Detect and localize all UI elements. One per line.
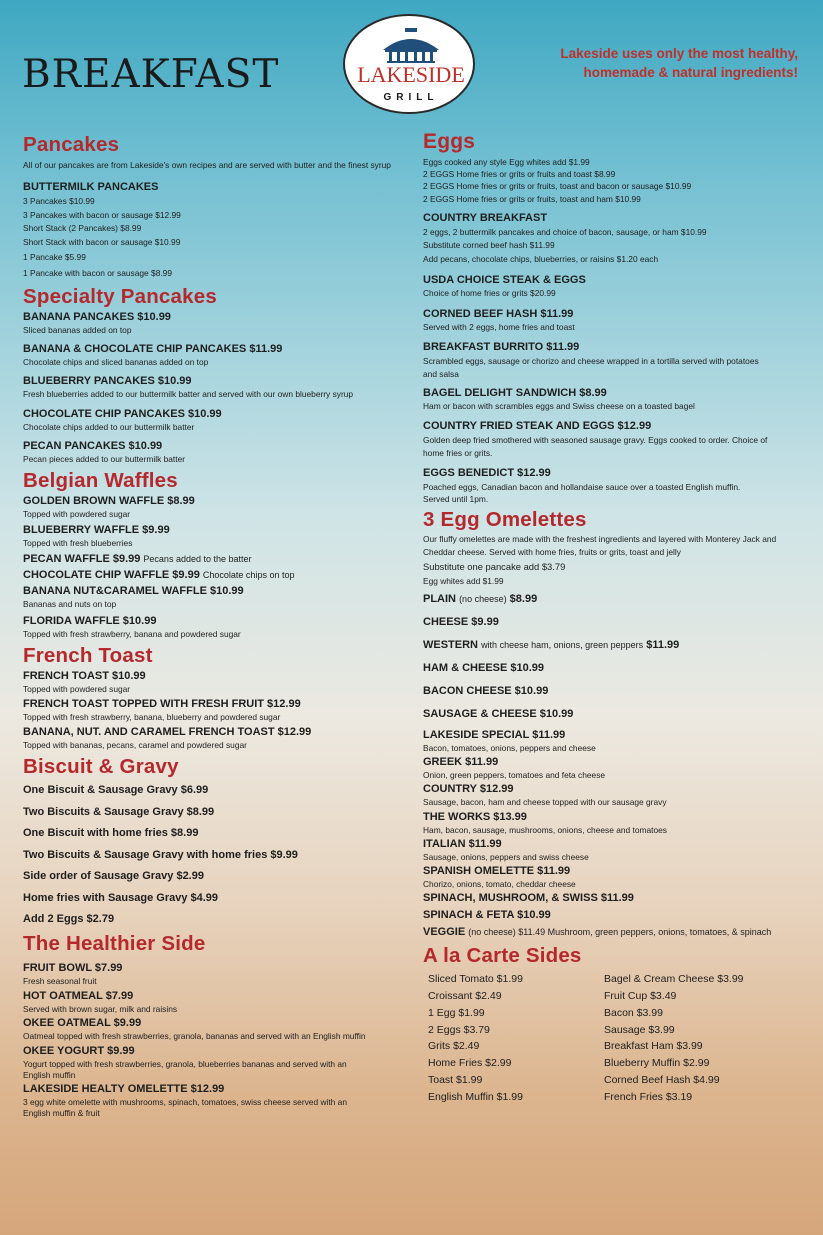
item-description: 2 EGGS Home fries or grits or fruits, toast and ham $10.99 [423,193,641,204]
menu-item [423,864,813,890]
item-description: Golden deep fried smothered with seasoned sausage gravy. Eggs cooked to order. Choice of [423,434,768,445]
menu-item [23,1082,403,1119]
menu-item [23,439,403,465]
section-description: Our fluffy omelettes are made with the freshest ingredients and layered with Monterey Jack and [423,533,777,544]
item-line: 1 Pancake with bacon or sausage $8.99 [23,268,172,278]
menu-item [23,374,403,400]
side-item: Bacon $3.99 [604,1006,663,1019]
item-description: Served with 2 eggs, home fries and toast [423,321,575,332]
item-name: Add 2 Eggs $2.79 [23,913,115,926]
section-title: 3 Egg Omelettes [423,507,587,531]
menu-item [23,961,403,987]
item-description: Chocolate chips added to our buttermilk batter [23,421,195,432]
item-description: Sausage, onions, peppers and swiss cheese [423,851,589,862]
item-name: GOLDEN BROWN WAFFLE $8.99 [23,495,195,508]
item-name: FRENCH TOAST $10.99 [23,669,146,682]
item-name: VEGGIE (no cheese) $11.49 Mushroom, green peppers, onions, tomatoes, & spinach [423,926,772,939]
item-name: BACON CHEESE $10.99 [423,684,549,697]
menu-item [23,1044,403,1081]
section-eggs [423,128,813,506]
menu-item [23,342,403,368]
section-title: A la Carte Sides [423,944,582,968]
item-description: English muffin [23,1069,76,1080]
side-item: French Fries $3.19 [604,1090,693,1103]
side-item: Fruit Cup $3.49 [604,989,677,1002]
side-item: 1 Egg $1.99 [428,1006,485,1019]
item-name: ITALIAN $11.99 [423,837,502,850]
item-description: Bacon, tomatoes, onions, peppers and cheese [423,742,596,753]
section-description: Cheddar cheese. Served with home fries, fruits or grits, toast and jelly [423,546,681,557]
section-title: Pancakes [23,133,120,156]
section-title: Specialty Pancakes [23,285,217,308]
sides-list [423,971,813,1105]
section-a-la-carte-sides [423,943,813,1105]
lakeside-grill-logo [343,14,475,114]
side-item: Toast $1.99 [428,1073,483,1086]
item-description: Sliced bananas added on top [23,325,132,335]
item-name: SPINACH & FETA $10.99 [423,909,551,922]
section-belgian-waffles [23,468,403,640]
menu-item [23,407,403,433]
side-item: Bagel & Cream Cheese $3.99 [604,973,744,986]
item-name: COUNTRY BREAKFAST [423,211,548,224]
item-description: 2 EGGS Home fries or grits or fruits, toast and bacon or sausage $10.99 [423,181,692,192]
section-pancakes [23,132,403,281]
item-name: FRENCH TOAST TOPPED WITH FRESH FRUIT $12.99 [23,698,301,711]
item-description: Add pecans, chocolate chips, blueberries, or raisins $1.20 each [423,253,659,264]
item-name: FLORIDA WAFFLE $10.99 [23,614,157,627]
item-description: Poached eggs, Canadian bacon and hollandaise sauce over a toasted English muffin. [423,481,741,492]
item-name: BANANA NUT&CARAMEL WAFFLE $10.99 [23,585,244,598]
item-name: EGGS BENEDICT $12.99 [423,466,551,479]
sides-column-left [423,971,599,1105]
item-name: OKEE OATMEAL $9.99 [23,1017,142,1030]
item-name: Home fries with Sausage Gravy $4.99 [23,891,219,904]
right-column [423,128,813,1106]
menu-item [23,523,403,549]
item-description: Topped with powdered sugar [23,509,131,520]
item-name: HOT OATMEAL $7.99 [23,990,134,1003]
item-description: 2 EGGS Home fries or grits or fruits and toast $8.99 [423,169,616,180]
section-title: The Healthier Side [23,931,206,955]
menu-item [423,307,813,333]
section-omelettes [423,507,813,941]
menu-item [423,211,813,267]
menu-item [23,180,403,281]
item-name: SPINACH, MUSHROOM, & SWISS $11.99 [423,892,634,905]
menu-item [423,340,813,382]
section-title: Biscuit & Gravy [23,755,179,779]
item-description: Yogurt topped with fresh strawberries, granola, blueberries bananas and served with an [23,1058,347,1069]
item-name: HAM & CHEESE $10.99 [423,661,545,674]
menu-item [23,310,403,336]
menu-item [23,697,403,723]
section-biscuit-gravy [23,754,403,931]
item-description: home fries or grits. [423,448,493,459]
menu-item [23,584,403,610]
side-item: Home Fries $2.99 [428,1057,512,1070]
menu-item [423,782,813,808]
menu-item [423,755,813,781]
item-name: CHEESE $9.99 [423,615,499,628]
side-item: Sliced Tomato $1.99 [428,973,523,986]
item-description: Pecan pieces added to our buttermilk batter [23,453,186,464]
item-name: THE WORKS $13.99 [423,810,527,823]
menu-item [23,614,403,640]
item-description: Fresh blueberries added to our buttermilk batter and served with our own blueberry syrup [23,389,354,400]
left-column [23,132,403,1119]
section-specialty-pancakes [23,284,403,465]
page-title: BREAKFAST [22,52,280,97]
sides-column-right [599,971,809,1105]
menu-item [23,568,403,583]
side-item: Sausage $3.99 [604,1023,675,1036]
item-description: Sausage, bacon, ham and cheese topped with our sausage gravy [423,797,667,808]
item-line: Short Stack with bacon or sausage $10.99 [23,236,181,247]
item-description: Chocolate chips and sliced bananas added on top [23,357,209,368]
side-item: Breakfast Ham $3.99 [604,1040,703,1053]
item-name: LAKESIDE HEALTY OMELETTE $12.99 [23,1082,225,1095]
section-description: All of our pancakes are from Lakeside's own recipes and are served with butter and the finest syrup [23,160,391,170]
menu-item [23,552,403,567]
item-description: 2 eggs, 2 buttermilk pancakes and choice of bacon, sausage, or ham $10.99 [423,226,707,237]
item-name: GREEK $11.99 [423,756,499,769]
menu-item [23,494,403,520]
item-name: SPANISH OMELETTE $11.99 [423,864,571,877]
item-description: Onion, green peppers, tomatoes and feta cheese [423,770,606,781]
item-name: COUNTRY FRIED STEAK AND EGGS $12.99 [423,419,652,432]
item-description: English muffin & fruit [23,1108,100,1119]
item-name: FRUIT BOWL $7.99 [23,961,123,974]
section-healthier-side [23,931,403,1119]
item-description: and salsa [423,369,459,380]
item-name: BANANA, NUT. AND CARAMEL FRENCH TOAST $12.99 [23,726,312,739]
item-name: CORNED BEEF HASH $11.99 [423,307,574,320]
tagline-line-1: Lakeside uses only the most healthy, [560,46,798,61]
egg-whites-note: Egg whites add $1.99 [423,575,504,586]
item-line: 3 Pancakes $10.99 [23,196,95,206]
item-name: One Biscuit & Sausage Gravy $6.99 [23,784,209,797]
side-item: Corned Beef Hash $4.99 [604,1073,720,1086]
item-description: Scrambled eggs, sausage or chorizo and cheese wrapped in a tortilla served with potatoes [423,355,759,366]
item-name: BANANA PANCAKES $10.99 [23,311,171,323]
item-name: BANANA & CHOCOLATE CHIP PANCAKES $11.99 [23,343,283,356]
item-description: Ham or bacon with scrambles eggs and Swiss cheese on a toasted bagel [423,400,695,411]
item-description: Served until 1pm. [423,494,489,505]
item-name: COUNTRY $12.99 [423,783,514,796]
side-item: English Muffin $1.99 [428,1090,523,1103]
item-name: BAGEL DELIGHT SANDWICH $8.99 [423,386,607,399]
item-description: Eggs cooked any style Egg whites add $1.99 [423,157,590,167]
menu-item [423,386,813,412]
item-name: BUTTERMILK PANCAKES [23,181,159,193]
item-description: Topped with fresh blueberries [23,538,133,549]
side-item: 2 Eggs $3.79 [428,1023,490,1036]
svg-text:LAKESIDE: LAKESIDE [357,62,465,87]
section-french-toast [23,643,403,752]
item-name: BREAKFAST BURRITO $11.99 [423,340,580,353]
menu-item [23,989,403,1015]
item-description: Fresh seasonal fruit [23,975,97,986]
tagline-line-2: homemade & natural ingredients! [583,65,798,80]
item-name: BLUEBERRY PANCAKES $10.99 [23,375,192,388]
item-name: SAUSAGE & CHEESE $10.99 [423,707,574,720]
item-description: 3 egg white omelette with mushrooms, spinach, tomatoes, swiss cheese served with an [23,1096,347,1107]
item-description: Choice of home fries or grits $20.99 [423,288,556,299]
item-name: CHOCOLATE CHIP WAFFLE $9.99 Chocolate chips on top [23,569,295,582]
section-title: Eggs [423,130,476,153]
section-title: French Toast [23,643,153,667]
item-description: Topped with fresh strawberry, banana and powdered sugar [23,628,241,639]
item-name: LAKESIDE SPECIAL $11.99 [423,728,566,741]
side-item: Croissant $2.49 [428,989,502,1002]
menu-item [423,273,813,299]
menu-item [23,725,403,751]
item-description: Ham, bacon, sausage, mushrooms, onions, cheese and tomatoes [423,824,667,835]
tagline [498,44,798,82]
section-title: Belgian Waffles [23,469,178,493]
item-name: PLAIN (no cheese) $8.99 [423,592,538,605]
item-description: Chorizo, onions, tomato, cheddar cheese [423,878,576,889]
menu-item [423,466,813,506]
menu-item [423,156,813,205]
item-description: Served with brown sugar, milk and raisins [23,1004,178,1015]
item-description: Bananas and nuts on top [23,599,117,610]
item-name: CHOCOLATE CHIP PANCAKES $10.99 [23,407,222,420]
item-name: One Biscuit with home fries $8.99 [23,827,199,840]
item-line: 1 Pancake $5.99 [23,252,86,262]
menu-item [423,419,813,461]
item-line: 3 Pancakes with bacon or sausage $12.99 [23,209,181,220]
gazebo-icon [345,16,477,116]
svg-text:GRILL: GRILL [383,92,439,103]
menu-item [23,1016,403,1042]
item-line: Short Stack (2 Pancakes) $8.99 [23,223,142,233]
item-name: Side order of Sausage Gravy $2.99 [23,870,204,883]
item-description: Substitute corned beef hash $11.99 [423,240,555,251]
menu-item [423,728,813,754]
substitute-note: Substitute one pancake add $3.79 [423,560,566,572]
item-name: BLUEBERRY WAFFLE $9.99 [23,524,170,537]
item-name: PECAN WAFFLE $9.99 Pecans added to the batter [23,553,252,566]
menu-item [423,837,813,863]
item-name: USDA CHOICE STEAK & EGGS [423,274,586,287]
side-item: Grits $2.49 [428,1040,480,1053]
side-item: Blueberry Muffin $2.99 [604,1057,710,1070]
item-description: Topped with powdered sugar [23,683,131,694]
item-description: Oatmeal topped with fresh strawberries, granola, bananas and served with an English muffin [23,1031,366,1042]
item-name: Two Biscuits & Sausage Gravy with home fries $9.99 [23,848,298,861]
menu-item [423,810,813,836]
item-name: Two Biscuits & Sausage Gravy $8.99 [23,805,215,818]
item-description: Topped with fresh strawberry, banana, blueberry and powdered sugar [23,712,281,723]
menu-item [23,669,403,695]
item-description: Topped with bananas, pecans, caramel and powdered sugar [23,740,247,751]
item-name: WESTERN with cheese ham, onions, green peppers $11.99 [423,638,680,651]
item-name: PECAN PANCAKES $10.99 [23,439,163,452]
item-name: OKEE YOGURT $9.99 [23,1044,135,1057]
